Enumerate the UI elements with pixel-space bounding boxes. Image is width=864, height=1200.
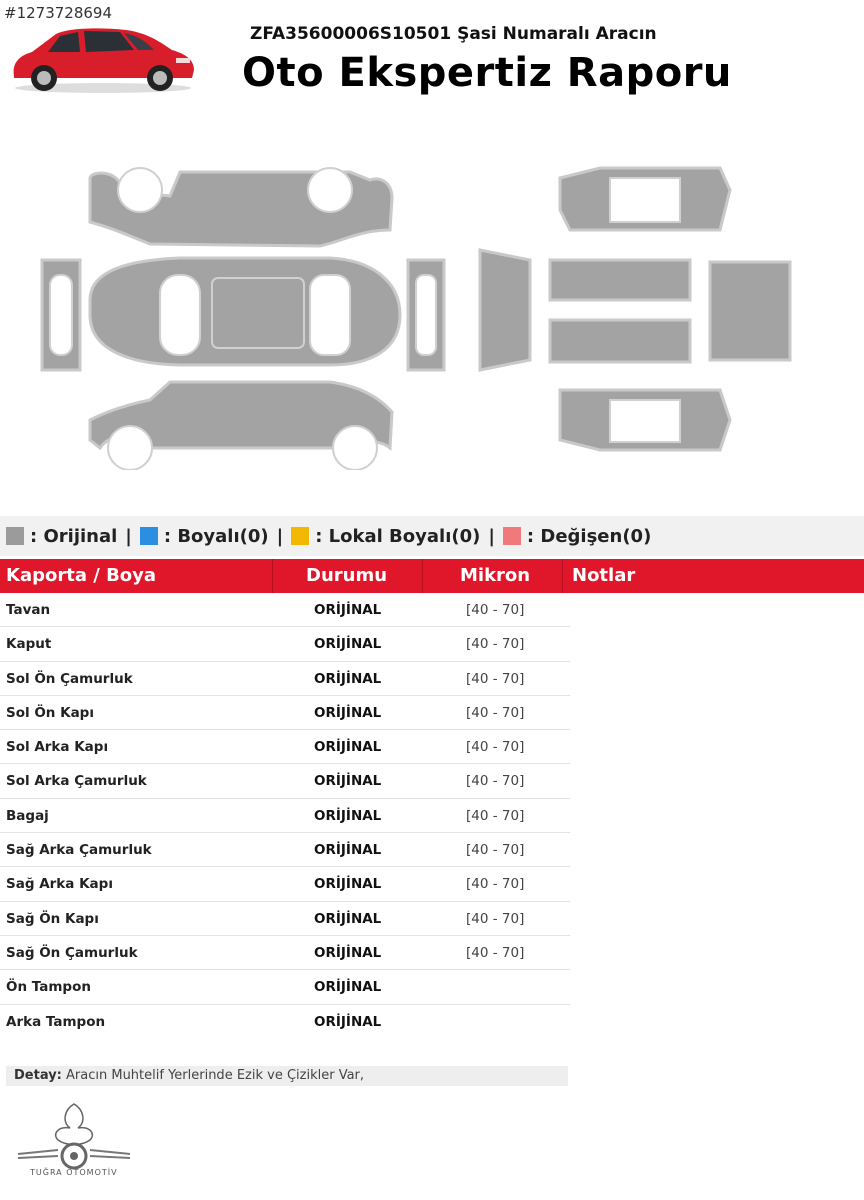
part-micron: [40 - 70] <box>466 876 525 893</box>
legend-separator: | <box>488 525 495 547</box>
part-micron: [40 - 70] <box>466 773 525 790</box>
car-photo <box>8 24 198 96</box>
table-row <box>0 662 570 696</box>
listing-id: #1273728694 <box>4 4 113 22</box>
table-row <box>0 833 570 867</box>
table-row <box>0 970 570 1004</box>
legend-painted: : Boyalı(0) <box>140 526 269 547</box>
legend-original: : Orijinal <box>6 526 117 547</box>
part-status: ORİJİNAL <box>314 1013 382 1030</box>
table-row <box>0 696 570 730</box>
table-row <box>0 730 570 764</box>
table-row <box>0 902 570 936</box>
part-name: Sol Arka Kapı <box>6 739 109 756</box>
part-name: Sağ Arka Kapı <box>6 876 113 893</box>
local-painted-swatch <box>291 527 309 545</box>
part-status: ORİJİNAL <box>314 636 382 653</box>
table-row <box>0 799 570 833</box>
table-row <box>0 936 570 970</box>
painted-swatch <box>140 527 158 545</box>
part-name: Sağ Arka Çamurluk <box>6 842 152 859</box>
part-name: Kaput <box>6 636 52 653</box>
exploded-hood <box>480 250 530 370</box>
original-swatch <box>6 527 24 545</box>
part-name: Ön Tampon <box>6 979 91 996</box>
part-micron: [40 - 70] <box>466 944 525 961</box>
part-status: ORİJİNAL <box>314 773 382 790</box>
col-notes: Notlar <box>572 565 636 586</box>
part-micron: [40 - 70] <box>466 670 525 687</box>
part-name: Sağ Ön Kapı <box>6 910 99 927</box>
part-micron: [40 - 70] <box>466 842 525 859</box>
chassis-subtitle: ZFA35600006S10501 Şasi Numaralı Aracın <box>250 24 657 44</box>
col-part: Kaporta / Boya <box>6 565 157 586</box>
part-name: Tavan <box>6 602 51 618</box>
report-title: Oto Ekspertiz Raporu <box>242 50 732 96</box>
car-parts-diagram <box>30 150 820 470</box>
part-name: Bagaj <box>6 807 49 824</box>
part-status: ORİJİNAL <box>314 739 382 756</box>
table-row <box>0 867 570 901</box>
logo-text: TUĞRA OTOMOTİV <box>30 1168 118 1177</box>
part-name: Sağ Ön Çamurluk <box>6 944 138 961</box>
exploded-doors-bottom <box>550 320 690 362</box>
exploded-doors-top <box>550 260 690 300</box>
part-micron: [40 - 70] <box>466 602 525 618</box>
legend-separator: | <box>125 525 132 547</box>
legend-separator: | <box>276 525 284 547</box>
part-status: ORİJİNAL <box>314 807 382 824</box>
part-micron: [40 - 70] <box>466 636 525 653</box>
legend-replaced: : Değişen(0) <box>503 526 651 547</box>
detail-text: Aracın Muhtelif Yerlerinde Ezik ve Çizikler Var, <box>66 1068 365 1083</box>
legend-local-painted: : Lokal Boyalı(0) <box>291 526 480 547</box>
part-name: Sol Arka Çamurluk <box>6 773 147 790</box>
table-header <box>0 559 864 593</box>
part-micron: [40 - 70] <box>466 910 525 927</box>
exploded-trunk <box>710 262 790 360</box>
part-status: ORİJİNAL <box>314 602 382 618</box>
part-name: Sol Ön Çamurluk <box>6 670 133 687</box>
part-status: ORİJİNAL <box>314 979 382 996</box>
part-name: Arka Tampon <box>6 1013 106 1030</box>
part-status: ORİJİNAL <box>314 910 382 927</box>
parts-table <box>0 593 570 1039</box>
part-status: ORİJİNAL <box>314 704 382 721</box>
part-status: ORİJİNAL <box>314 876 382 893</box>
col-micron: Mikron <box>460 565 531 586</box>
table-row <box>0 627 570 661</box>
detail-note <box>6 1066 568 1086</box>
table-row <box>0 1005 570 1039</box>
col-status: Durumu <box>306 565 388 586</box>
legend-bar <box>0 516 864 556</box>
part-micron: [40 - 70] <box>466 704 525 721</box>
replaced-swatch <box>503 527 521 545</box>
table-row <box>0 593 570 627</box>
detail-label: Detay: <box>14 1068 62 1083</box>
part-micron: [40 - 70] <box>466 807 525 824</box>
part-name: Sol Ön Kapı <box>6 704 94 721</box>
part-status: ORİJİNAL <box>314 670 382 687</box>
part-status: ORİJİNAL <box>314 842 382 859</box>
part-status: ORİJİNAL <box>314 944 382 961</box>
part-micron: [40 - 70] <box>466 739 525 756</box>
table-row <box>0 764 570 798</box>
